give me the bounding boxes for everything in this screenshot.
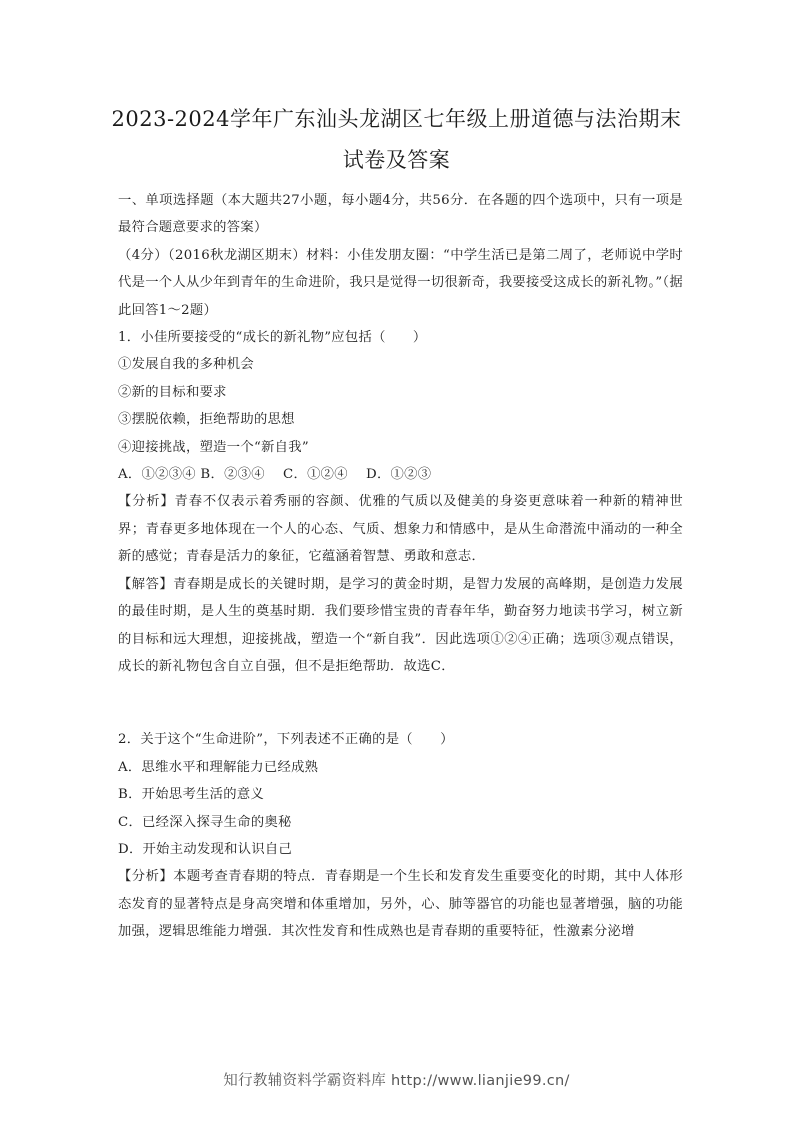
q2-option-d: D．开始主动发现和认识自己 [118, 841, 293, 857]
document-title-line1: 2023-2024学年广东汕头龙湖区七年级上册道德与法治期末 [111, 107, 682, 131]
q1-item-1: ①发展自我的多种机会 [118, 357, 254, 373]
q2-analysis: 【分析】本题考查青春期的特点．青春期是一个生长和发育发生重要变化的时期，其中人体形态发育的显著特点是身高突增和体重增加，另外，心、肺等器官的功能也显著增强，脑的功能加强，逻辑思维能力增强．其次性发育和性成熟也是青春期的重要特征，性激素分泌增 [118, 869, 683, 940]
q2-option-a: A．思维水平和理解能力已经成熟 [118, 759, 319, 775]
question-2: 2．关于这个“生命进阶”，下列表述不正确的是（ ） [118, 732, 454, 748]
material-text: （4分）（2016秋龙湖区期末）材料：小佳发朋友圈：“中学生活已是第二周了，老师说中学时代是一个人从少年到青年的生命进阶，我只是觉得一切很新奇，我要接受这成长的新礼物。”（据此回答1～2题） [118, 247, 683, 318]
q2-option-b: B．开始思考生活的意义 [118, 787, 265, 803]
spacer [118, 680, 683, 726]
q1-answer: 【解答】青春期是成长的关键时期，是学习的黄金时期，是智力发展的高峰期，是创造力发展的最佳时期，是人生的奠基时期．我们要珍惜宝贵的青春年华，勤奋努力地读书学习，树立新的目标和远大理想，迎接挑战，塑造一个“新自我”．因此选项①②④正确；选项③观点错误，成长的新礼物包含自立自强，但不是拒绝帮助．故选C． [118, 576, 683, 674]
question-1: 1．小佳所要接受的“成长的新礼物”应包括（ ） [118, 330, 427, 346]
q2-option-c: C．已经深入探寻生命的奥秘 [118, 814, 292, 830]
q1-item-3: ③摆脱依赖，拒绝帮助的思想 [118, 412, 295, 428]
q1-item-2: ②新的目标和要求 [118, 384, 227, 400]
section-heading: 一、单项选择题（本大题共27小题，每小题4分，共56分．在各题的四个选项中，只有一项是最符合题意要求的答案） [118, 193, 683, 236]
q1-item-4: ④迎接挑战，塑造一个“新自我” [118, 439, 309, 455]
document-title-line2: 试卷及答案 [342, 148, 451, 172]
document-body [118, 187, 683, 946]
footer-watermark: 知行教辅资料学霸资料库 http://www.lianjie99.cn/ [223, 1073, 570, 1089]
q1-options: A．①②③④ B．②③④ C．①②④ D．①②③ [118, 467, 432, 483]
q1-analysis: 【分析】青春不仅表示着秀丽的容颜、优雅的气质以及健美的身姿更意味着一种新的精神世界；青春更多地体现在一个人的心态、气质、想象力和情感中，是从生命潜流中涌动的一种全新的感觉；青春是活力的象征，它蕴涵着智慧、勇敢和意志． [118, 494, 683, 565]
